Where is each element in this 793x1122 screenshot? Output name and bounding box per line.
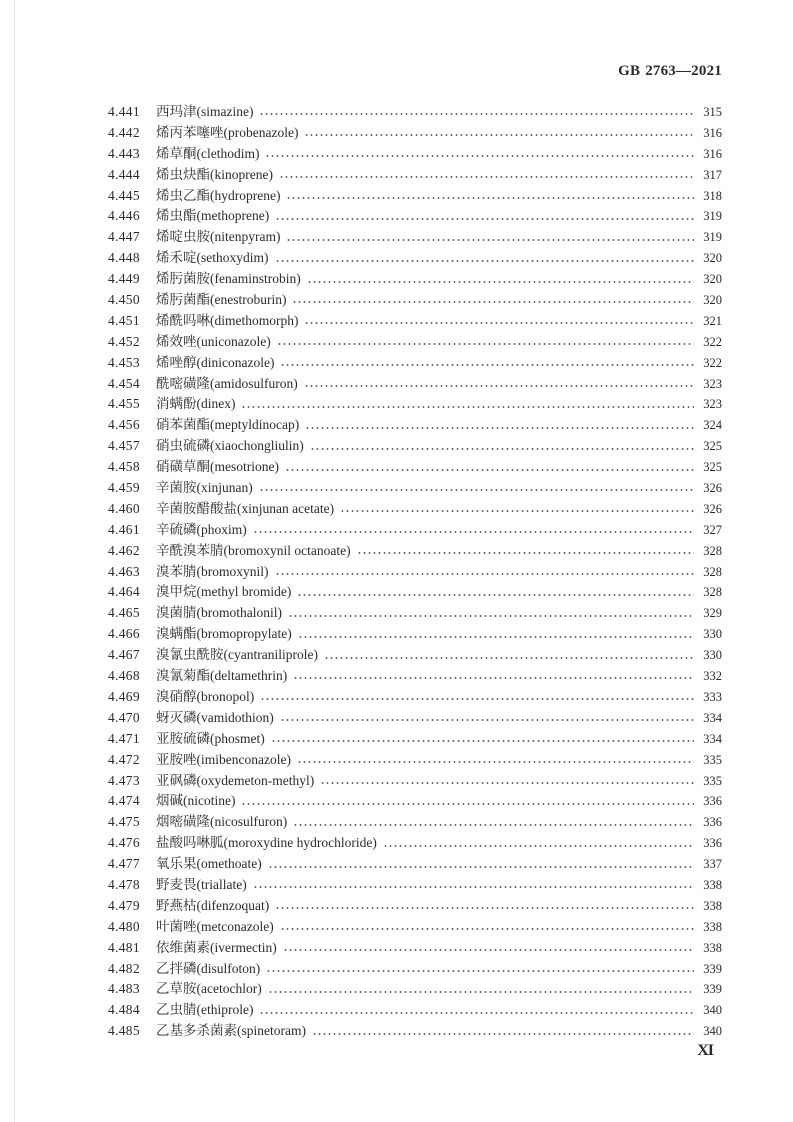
- toc-entry: [108, 833, 722, 854]
- entry-number: 4.443: [108, 145, 140, 161]
- toc-entry: [108, 436, 722, 457]
- entry-title: 乙虫腈(ethiprole): [156, 1002, 254, 1018]
- dot-leader: [277, 342, 694, 346]
- dot-leader: [280, 363, 694, 367]
- entry-title: 溴菌腈(bromothalonil): [156, 605, 282, 621]
- entry-page-number: 334: [703, 710, 722, 725]
- entry-number: 4.444: [108, 166, 140, 182]
- toc-entry: [108, 750, 722, 771]
- scan-edge-line: [14, 0, 15, 1122]
- entry-title: 叶菌唑(metconazole): [156, 918, 274, 934]
- entry-page-number: 338: [703, 877, 722, 892]
- entry-page-number: 316: [703, 146, 722, 161]
- standard-code-prefix: GB: [618, 63, 641, 79]
- entry-title: 溴甲烷(methyl bromide): [156, 584, 292, 600]
- toc-entry: [108, 520, 722, 541]
- entry-page-number: 340: [703, 1003, 722, 1018]
- toc-entry: [108, 499, 722, 520]
- toc-entry: [108, 979, 722, 1000]
- dot-leader: [280, 927, 694, 931]
- dot-leader: [279, 175, 694, 179]
- dot-leader: [307, 280, 694, 284]
- entry-title: 烟碱(nicotine): [156, 793, 236, 809]
- entry-number: 4.461: [108, 521, 140, 537]
- entry-title: 溴苯腈(bromoxynil): [156, 563, 269, 579]
- entry-number: 4.471: [108, 730, 140, 746]
- entry-page-number: 324: [703, 418, 722, 433]
- dot-leader: [275, 259, 695, 263]
- toc-entry: [108, 666, 722, 687]
- dot-leader: [253, 885, 694, 889]
- entry-number: 4.459: [108, 480, 140, 496]
- entry-page-number: 316: [703, 125, 722, 140]
- entry-page-number: 340: [703, 1024, 722, 1039]
- entry-number: 4.484: [108, 1002, 140, 1018]
- entry-number: 4.466: [108, 626, 140, 642]
- entry-number: 4.468: [108, 668, 140, 684]
- entry-page-number: 325: [703, 460, 722, 475]
- entry-number: 4.442: [108, 124, 140, 140]
- dot-leader: [259, 1011, 694, 1015]
- entry-title: 西玛津(simazine): [156, 104, 254, 119]
- entry-title: 消螨酚(dinex): [156, 396, 236, 412]
- entry-page-number: 338: [703, 940, 722, 955]
- table-of-contents: [108, 102, 722, 1042]
- dot-leader: [320, 781, 694, 785]
- entry-title: 烯唑醇(diniconazole): [156, 354, 275, 370]
- dot-leader: [260, 697, 694, 701]
- toc-entry: [108, 206, 722, 227]
- dot-leader: [268, 990, 694, 994]
- entry-number: 4.469: [108, 688, 140, 704]
- entry-title: 盐酸吗啉胍(moroxydine hydrochloride): [156, 835, 377, 851]
- entry-number: 4.462: [108, 542, 140, 558]
- dot-leader: [283, 948, 694, 952]
- dot-leader: [280, 718, 694, 722]
- entry-page-number: 335: [703, 752, 722, 767]
- entry-title: 烯虫酯(methoprene): [156, 208, 270, 224]
- toc-entry: [108, 415, 722, 436]
- entry-title: 辛菌胺醋酸盐(xinjunan acetate): [156, 500, 335, 516]
- toc-entry: [108, 186, 722, 207]
- entry-title: 亚胺唑(imibenconazole): [156, 751, 291, 767]
- toc-entry: [108, 123, 722, 144]
- entry-title: 溴氰菊酯(deltamethrin): [156, 668, 288, 684]
- entry-number: 4.467: [108, 647, 140, 663]
- entry-number: 4.479: [108, 897, 140, 913]
- entry-number: 4.447: [108, 229, 140, 245]
- entry-title: 烯禾啶(sethoxydim): [156, 250, 269, 266]
- entry-title: 溴氰虫酰胺(cyantraniliprole): [156, 647, 318, 663]
- entry-number: 4.465: [108, 605, 140, 621]
- toc-entry: [108, 374, 722, 395]
- entry-page-number: 330: [703, 648, 722, 663]
- entry-title: 亚胺硫磷(phosmet): [156, 730, 265, 746]
- entry-number: 4.475: [108, 814, 140, 830]
- entry-page-number: 332: [703, 669, 722, 684]
- toc-entry: [108, 353, 722, 374]
- entry-number: 4.449: [108, 271, 140, 287]
- entry-page-number: 333: [703, 689, 722, 704]
- entry-page-number: 326: [703, 481, 722, 496]
- entry-title: 氧乐果(omethoate): [156, 856, 262, 872]
- entry-number: 4.470: [108, 709, 140, 725]
- entry-number: 4.445: [108, 187, 140, 203]
- toc-entry: [108, 478, 722, 499]
- toc-entry: [108, 959, 722, 980]
- entry-title: 烟嘧磺隆(nicosulfuron): [156, 814, 288, 830]
- dot-leader: [304, 384, 694, 388]
- toc-entry: [108, 603, 722, 624]
- entry-number: 4.450: [108, 292, 140, 308]
- entry-title: 烯草酮(clethodim): [156, 145, 260, 161]
- entry-number: 4.481: [108, 939, 140, 955]
- entry-title: 烯肟菌胺(fenaminstrobin): [156, 271, 301, 287]
- dot-leader: [292, 300, 694, 304]
- dot-leader: [253, 530, 694, 534]
- entry-page-number: 321: [703, 313, 722, 328]
- dot-leader: [304, 321, 694, 325]
- toc-entry: [108, 896, 722, 917]
- entry-title: 蚜灭磷(vamidothion): [156, 709, 274, 725]
- entry-title: 依维菌素(ivermectin): [156, 939, 277, 955]
- dot-leader: [324, 656, 694, 660]
- entry-number: 4.463: [108, 563, 140, 579]
- entry-page-number: 327: [703, 522, 722, 537]
- dot-leader: [298, 635, 694, 639]
- entry-number: 4.455: [108, 396, 140, 412]
- entry-number: 4.457: [108, 438, 140, 454]
- entry-title: 野麦畏(triallate): [156, 876, 247, 892]
- entry-page-number: 329: [703, 606, 722, 621]
- entry-page-number: 328: [703, 564, 722, 579]
- entry-title: 烯丙苯噻唑(probenazole): [156, 124, 299, 140]
- entry-title: 烯效唑(uniconazole): [156, 333, 271, 349]
- dot-leader: [297, 760, 694, 764]
- entry-title: 乙基多杀菌素(spinetoram): [156, 1023, 306, 1039]
- entry-page-number: 336: [703, 794, 722, 809]
- entry-page-number: 328: [703, 585, 722, 600]
- entry-title: 烯啶虫胺(nitenpyram): [156, 229, 281, 245]
- entry-page-number: 323: [703, 397, 722, 412]
- entry-number: 4.474: [108, 793, 140, 809]
- dot-leader: [340, 509, 694, 513]
- toc-entry: [108, 812, 722, 833]
- entry-page-number: 315: [703, 105, 722, 119]
- entry-title: 溴硝醇(bronopol): [156, 688, 255, 704]
- dot-leader: [265, 154, 694, 158]
- entry-page-number: 319: [703, 209, 722, 224]
- entry-page-number: 338: [703, 898, 722, 913]
- entry-number: 4.456: [108, 417, 140, 433]
- toc-entry: [108, 102, 722, 123]
- dot-leader: [241, 802, 694, 806]
- entry-title: 硝虫硫磷(xiaochongliulin): [156, 438, 304, 454]
- dot-leader: [285, 468, 694, 472]
- toc-entry: [108, 541, 722, 562]
- toc-entry: [108, 645, 722, 666]
- entry-number: 4.451: [108, 312, 140, 328]
- entry-title: 硝磺草酮(mesotrione): [156, 459, 279, 475]
- dot-leader: [288, 614, 694, 618]
- entry-page-number: 322: [703, 334, 722, 349]
- entry-page-number: 334: [703, 731, 722, 746]
- standard-code-number: 2763—2021: [645, 63, 722, 79]
- entry-page-number: 336: [703, 836, 722, 851]
- entry-number: 4.480: [108, 918, 140, 934]
- toc-entry: [108, 917, 722, 938]
- dot-leader: [304, 133, 694, 137]
- entry-title: 辛硫磷(phoxim): [156, 521, 247, 537]
- dot-leader: [259, 488, 694, 492]
- entry-title: 烯虫乙酯(hydroprene): [156, 187, 281, 203]
- entry-page-number: 328: [703, 543, 722, 558]
- toc-entry: [108, 332, 722, 353]
- entry-number: 4.460: [108, 500, 140, 516]
- toc-entry: [108, 729, 722, 750]
- toc-entry: [108, 165, 722, 186]
- dot-leader: [310, 447, 694, 451]
- entry-title: 酰嘧磺隆(amidosulfuron): [156, 375, 298, 391]
- entry-title: 亚砜磷(oxydemeton-methyl): [156, 772, 315, 788]
- entry-number: 4.446: [108, 208, 140, 224]
- entry-page-number: 322: [703, 355, 722, 370]
- toc-entry: [108, 854, 722, 875]
- entry-title: 溴螨酯(bromopropylate): [156, 626, 292, 642]
- dot-leader: [275, 572, 695, 576]
- entry-page-number: 336: [703, 815, 722, 830]
- dot-leader: [241, 405, 694, 409]
- entry-page-number: 320: [703, 293, 722, 308]
- toc-entry: [108, 875, 722, 896]
- page-number-footer: XI: [697, 1042, 713, 1059]
- entry-page-number: 323: [703, 376, 722, 391]
- toc-entry: [108, 708, 722, 729]
- toc-entry: [108, 624, 722, 645]
- entry-page-number: 337: [703, 857, 722, 872]
- toc-entry: [108, 144, 722, 165]
- toc-entry: [108, 562, 722, 583]
- dot-leader: [293, 823, 694, 827]
- entry-number: 4.464: [108, 584, 140, 600]
- entry-title: 辛酰溴苯腈(bromoxynil octanoate): [156, 542, 351, 558]
- entry-title: 乙拌磷(disulfoton): [156, 960, 261, 976]
- dot-leader: [357, 551, 694, 555]
- dot-leader: [266, 969, 694, 973]
- entry-page-number: 317: [703, 167, 722, 182]
- dot-leader: [259, 112, 694, 116]
- entry-title: 硝苯菌酯(meptyldinocap): [156, 417, 300, 433]
- entry-number: 4.483: [108, 981, 140, 997]
- toc-entry: [108, 1000, 722, 1021]
- toc-entry: [108, 687, 722, 708]
- toc-entry: [108, 771, 722, 792]
- entry-page-number: 320: [703, 272, 722, 287]
- entry-page-number: 339: [703, 982, 722, 997]
- entry-title: 乙草胺(acetochlor): [156, 981, 262, 997]
- toc-entry: [108, 938, 722, 959]
- entry-number: 4.453: [108, 354, 140, 370]
- toc-entry: [108, 1021, 722, 1042]
- entry-page-number: 335: [703, 773, 722, 788]
- entry-number: 4.476: [108, 835, 140, 851]
- entry-page-number: 320: [703, 251, 722, 266]
- dot-leader: [286, 196, 694, 200]
- toc-entry: [108, 311, 722, 332]
- entry-number: 4.478: [108, 876, 140, 892]
- toc-entry: [108, 394, 722, 415]
- dot-leader: [275, 906, 694, 910]
- entry-title: 辛菌胺(xinjunan): [156, 480, 253, 496]
- dot-leader: [305, 426, 694, 430]
- entry-title: 野燕枯(difenzoquat): [156, 897, 270, 913]
- entry-number: 4.458: [108, 459, 140, 475]
- entry-number: 4.452: [108, 333, 140, 349]
- entry-number: 4.441: [108, 104, 140, 119]
- dot-leader: [271, 739, 694, 743]
- dot-leader: [297, 593, 694, 597]
- toc-entry: [108, 269, 722, 290]
- entry-number: 4.473: [108, 772, 140, 788]
- entry-title: 烯酰吗啉(dimethomorph): [156, 312, 299, 328]
- entry-page-number: 330: [703, 627, 722, 642]
- toc-entry: [108, 791, 722, 812]
- dot-leader: [312, 1032, 694, 1036]
- entry-number: 4.485: [108, 1023, 140, 1039]
- dot-leader: [268, 865, 694, 869]
- entry-number: 4.448: [108, 250, 140, 266]
- entry-page-number: 339: [703, 961, 722, 976]
- toc-entry: [108, 290, 722, 311]
- dot-leader: [275, 217, 694, 221]
- entry-title: 烯虫炔酯(kinoprene): [156, 166, 273, 182]
- entry-number: 4.482: [108, 960, 140, 976]
- entry-number: 4.472: [108, 751, 140, 767]
- toc-entry: [108, 227, 722, 248]
- entry-number: 4.477: [108, 856, 140, 872]
- dot-leader: [383, 844, 694, 848]
- dot-leader: [286, 238, 694, 242]
- entry-page-number: 319: [703, 230, 722, 245]
- entry-page-number: 318: [703, 188, 722, 203]
- entry-page-number: 338: [703, 919, 722, 934]
- standard-code-header: [618, 63, 722, 80]
- entry-number: 4.454: [108, 375, 140, 391]
- entry-page-number: 326: [703, 501, 722, 516]
- entry-page-number: 325: [703, 439, 722, 454]
- toc-entry: [108, 582, 722, 603]
- dot-leader: [293, 676, 694, 680]
- toc-entry: [108, 457, 722, 478]
- entry-title: 烯肟菌酯(enestroburin): [156, 292, 287, 308]
- toc-entry: [108, 248, 722, 269]
